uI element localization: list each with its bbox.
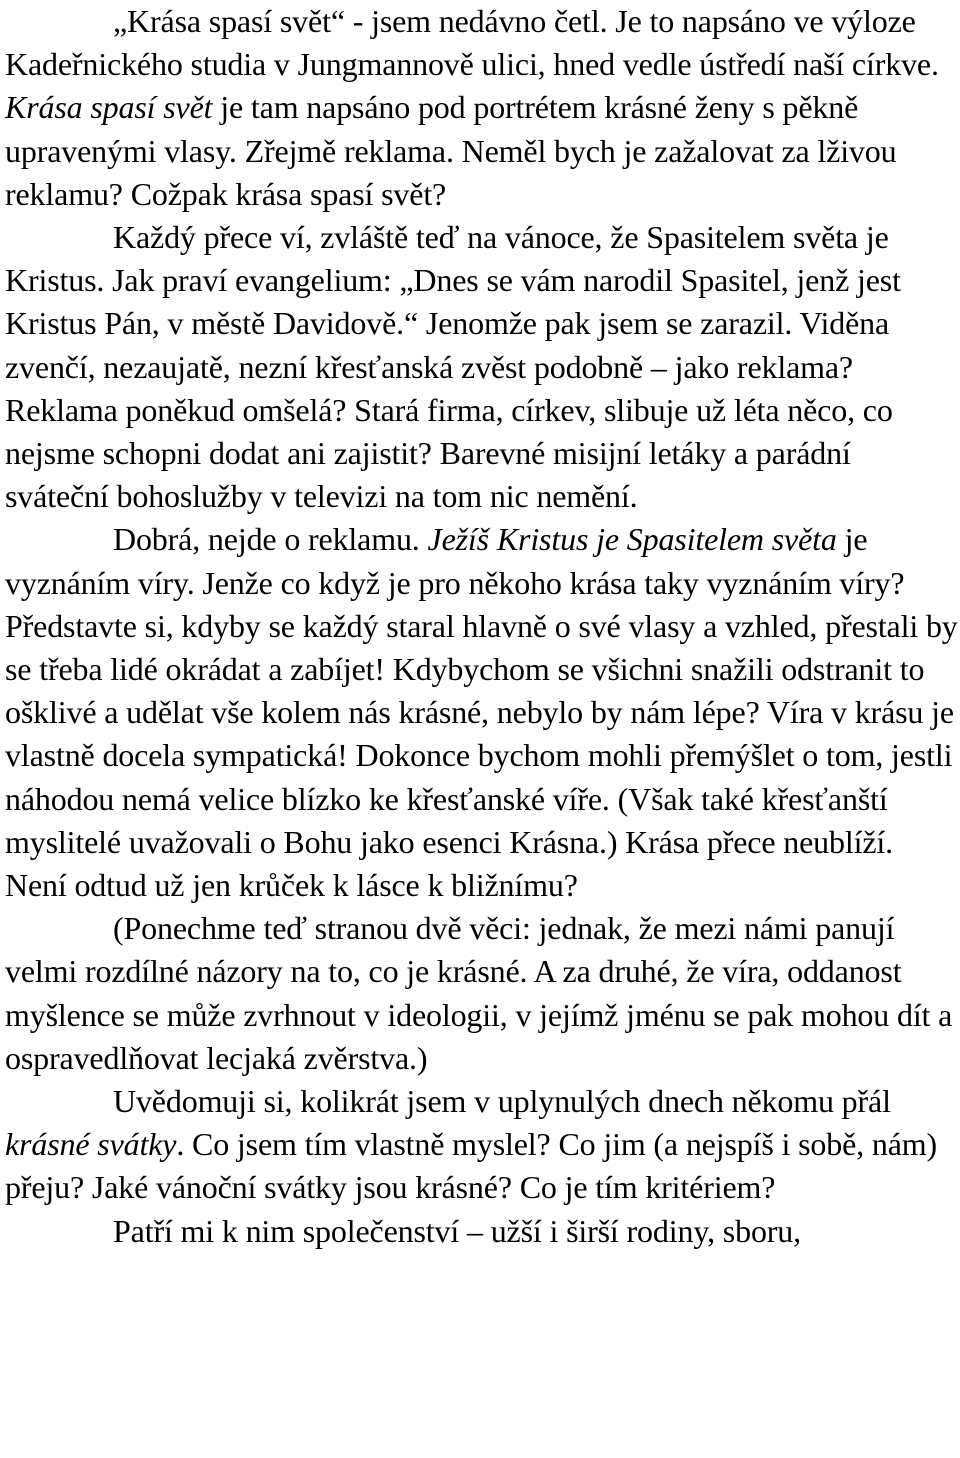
italic-quote: Ježíš Kristus je Spasitelem světa [427,521,837,558]
text-segment: je vyznáním víry. Jenže co když je pro někoho krása taky vyznáním víry? Představte si, kdyby se každý staral hlavně o své vlasy a vzhled, přestali by se třeba lidé okrádat a zabíjet! Kdybychom se všichni snažili odstranit to ošklivé a udělat vše kolem nás krásné, nebylo by nám lépe? Víra v krásu je vlastně docela sympatická! Dokonce bychom mohli přemýšlet o tom, jestli náhodou nemá velice blízko ke křesťanské víře. (Však také křesťanští myslitelé uvažovali o Bohu jako esenci Krásna.) Krása přece neublíží. Není odtud už jen krůček k lásce k bližnímu? [5,521,958,904]
text-segment: (Ponechme teď stranou dvě věci: jednak, že mezi námi panují velmi rozdílné názory na to, co je krásné. A za druhé, že víra, oddanost myšlence se může zvrhnout v ideologii, v jejímž jménu se pak mohou dít a ospravedlňovat lecjaká zvěrstva.) [5,910,953,1076]
document-page [5,0,960,1253]
paragraph-spolecenstvi [5,1210,960,1253]
text-segment: Patří mi k nim společenství – užší i širší rodiny, sboru, [113,1212,801,1249]
text-segment: „Krása spasí svět“ - jsem nedávno četl. Je to napsáno ve výloze Kadeřnického studia v Jungmannově ulici, hned vedle ústředí naší církve. [5,3,939,83]
paragraph-krasa-spasi-svet [5,0,960,216]
text-segment: . Co jsem tím vlastně myslel? Co jim (a nejspíš i sobě, nám) přeju? Jaké vánoční svátky jsou krásné? Co je tím kritériem? [5,1126,938,1206]
text-segment: Každý přece ví, zvláště teď na vánoce, že Spasitelem světa je Kristus. Jak praví evangelium: „Dnes se vám narodil Spasitel, jenž jest Kristus Pán, v městě Davidově.“ Jenomže pak jsem se zarazil. Viděna zvenčí, nezaujatě, nezní křesťanská zvěst podobně – jako reklama? Reklama poněkud omšelá? Stará firma, církev, slibuje už léta něco, co nejsme schopni dodat ani zajistit? Barevné misijní letáky a parádní sváteční bohoslužby v televizi na tom nic nemění. [5,219,901,515]
italic-quote: krásné svátky [5,1126,177,1163]
text-segment: Uvědomuji si, kolikrát jsem v uplynulých dnech někomu přál [113,1083,891,1120]
paragraph-ponechme [5,907,960,1080]
text-segment: je tam napsáno pod portrétem krásné ženy s pěkně upravenými vlasy. Zřejmě reklama. Neměl bych je zažalovat za lživou reklamu? Cožpak krása spasí svět? [5,89,897,212]
paragraph-krasne-svatky [5,1080,960,1210]
italic-quote: Krása spasí svět [5,89,213,126]
paragraph-spasitel-kristus [5,216,960,518]
text-segment: Dobrá, nejde o reklamu. [113,521,428,558]
paragraph-vyznani-viry [5,518,960,907]
